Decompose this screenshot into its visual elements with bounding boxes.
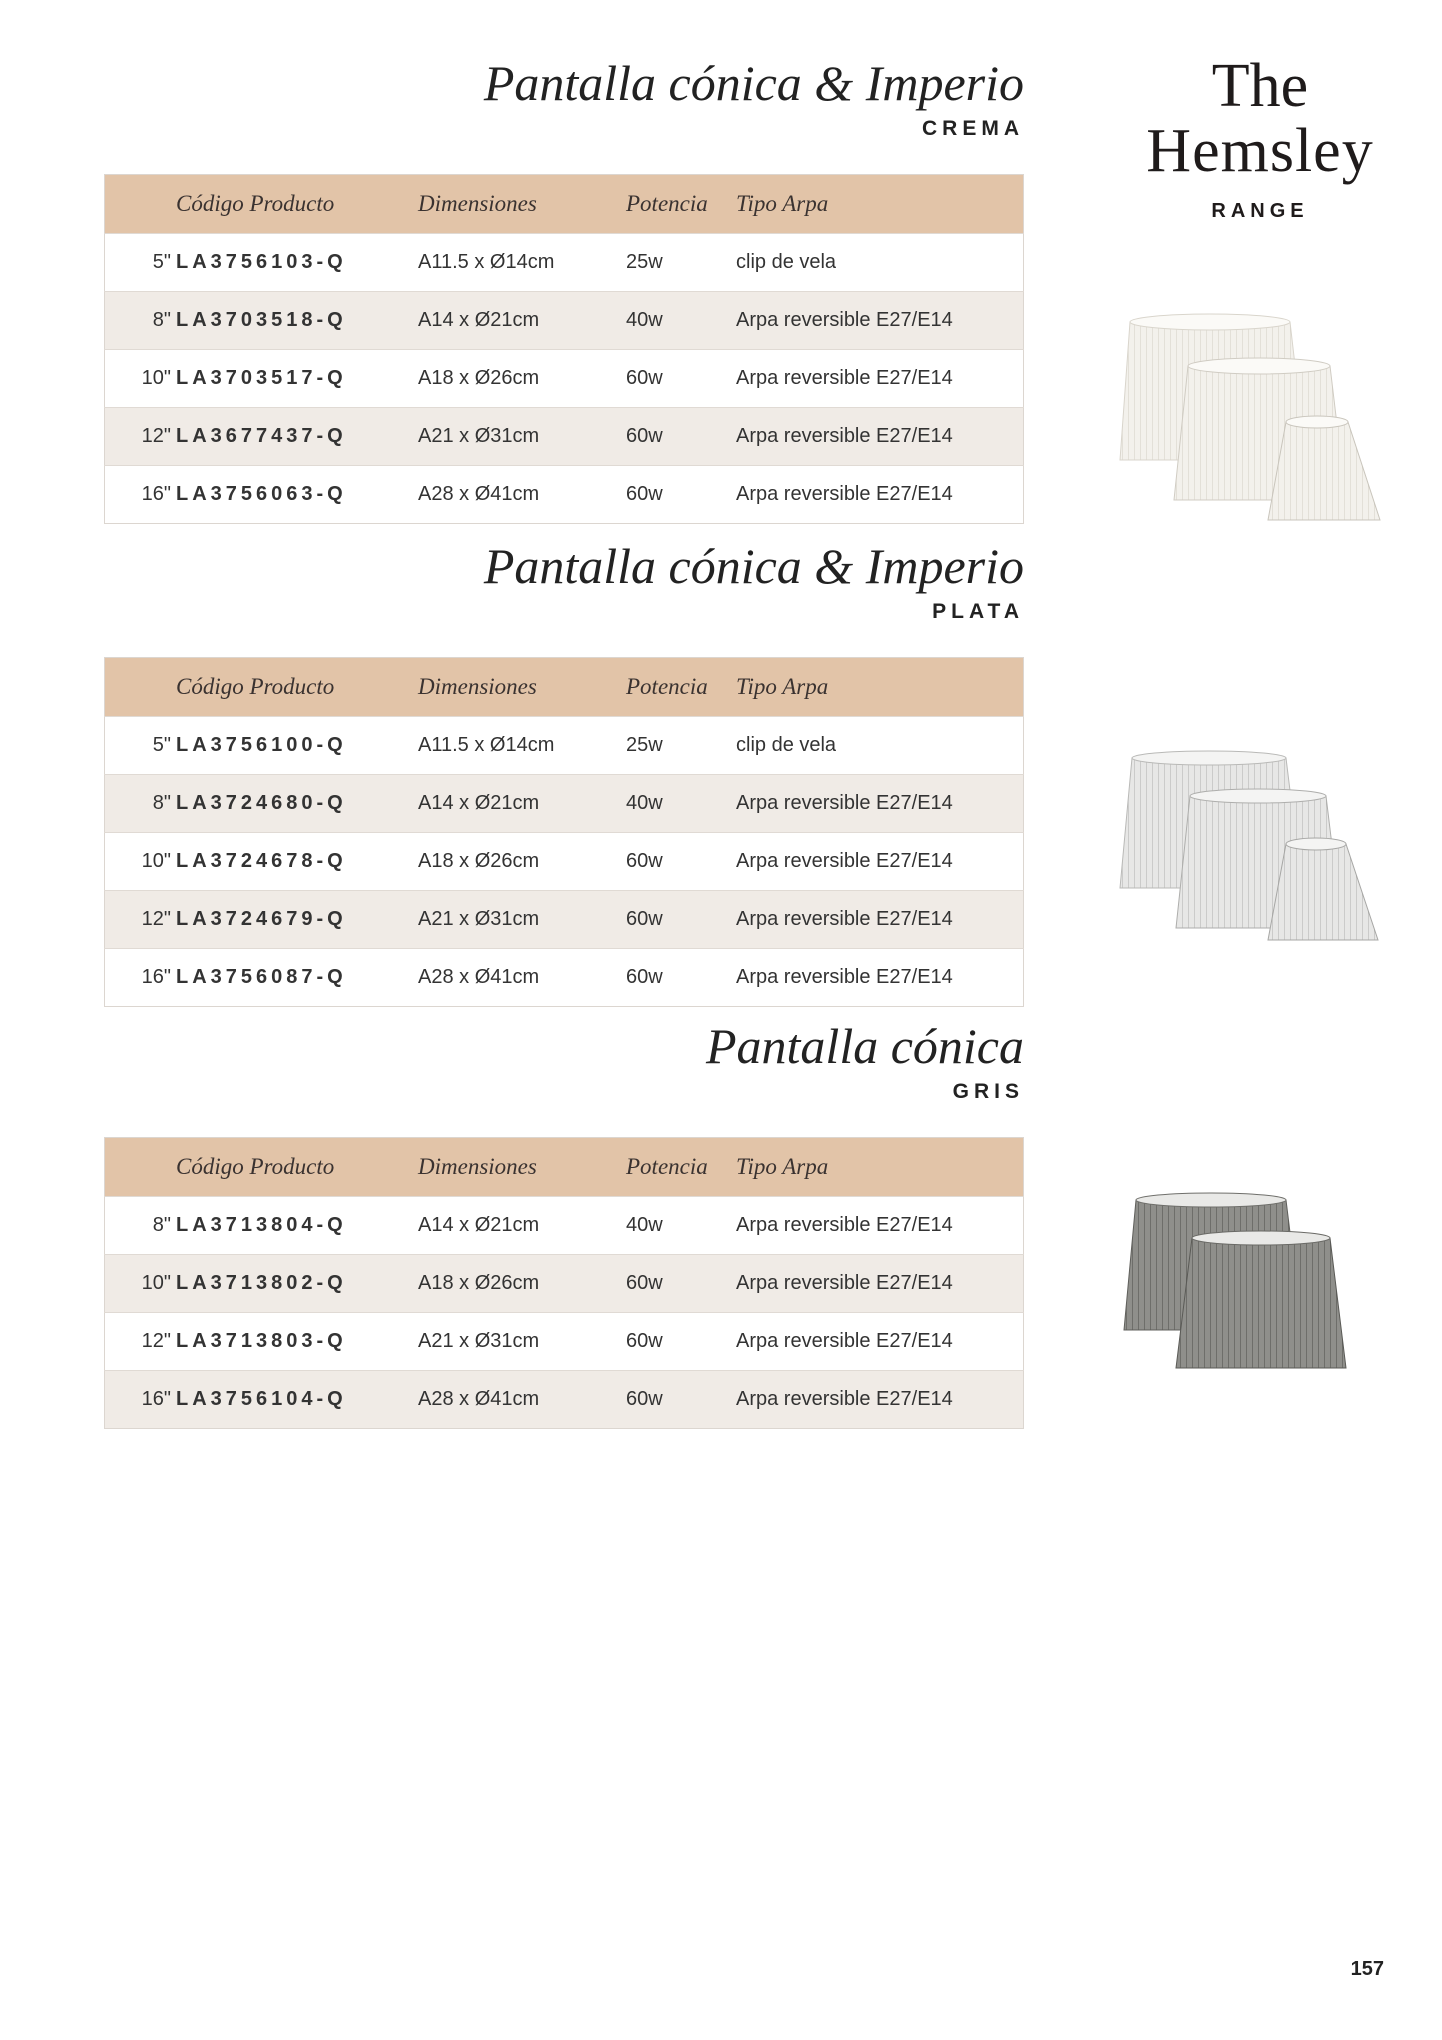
brand-range: RANGE [1211, 200, 1309, 222]
cell-type: Arpa reversible E27/E14 [735, 891, 1024, 949]
cell-size: 16" [105, 1371, 172, 1429]
cell-dimensions: A21 x Ø31cm [417, 891, 625, 949]
cell-power: 60w [625, 408, 735, 466]
header-code: Código Producto [171, 658, 417, 717]
cell-size: 5" [105, 717, 172, 775]
product-table [104, 174, 1024, 524]
cell-dimensions: A28 x Ø41cm [417, 949, 625, 1007]
product-table [104, 1137, 1024, 1429]
cell-code: LA3756100-Q [171, 717, 417, 775]
brand-logo [1110, 52, 1410, 223]
section-title: Pantalla cónica [706, 1018, 1024, 1074]
table-header-row [105, 658, 1024, 717]
cell-type: Arpa reversible E27/E14 [735, 466, 1024, 524]
cell-dimensions: A21 x Ø31cm [417, 1313, 625, 1371]
cell-power: 60w [625, 350, 735, 408]
header-code: Código Producto [171, 1138, 417, 1197]
cell-size: 16" [105, 466, 172, 524]
section-subtitle: GRIS [952, 1080, 1024, 1103]
cell-size: 12" [105, 1313, 172, 1371]
cell-dimensions: A11.5 x Ø14cm [417, 717, 625, 775]
section-gris [104, 1018, 1024, 1429]
brand-name: Hemsley [1146, 117, 1374, 185]
table-row [105, 350, 1024, 408]
cell-size: 10" [105, 1255, 172, 1313]
header-power: Potencia [625, 658, 735, 717]
header-dimensions: Dimensiones [417, 175, 625, 234]
cell-dimensions: A18 x Ø26cm [417, 1255, 625, 1313]
cell-dimensions: A14 x Ø21cm [417, 292, 625, 350]
brand-the: The [1211, 52, 1309, 120]
header-code: Código Producto [171, 175, 417, 234]
table-row [105, 717, 1024, 775]
table-header-row [105, 175, 1024, 234]
cell-code: LA3713802-Q [171, 1255, 417, 1313]
cell-size: 8" [105, 775, 172, 833]
cell-code: LA3756087-Q [171, 949, 417, 1007]
cell-dimensions: A18 x Ø26cm [417, 350, 625, 408]
cell-type: Arpa reversible E27/E14 [735, 833, 1024, 891]
cell-power: 40w [625, 292, 735, 350]
cell-size: 5" [105, 234, 172, 292]
cell-code: LA3724680-Q [171, 775, 417, 833]
table-row [105, 408, 1024, 466]
cell-size: 10" [105, 350, 172, 408]
cell-dimensions: A11.5 x Ø14cm [417, 234, 625, 292]
cell-code: LA3713804-Q [171, 1197, 417, 1255]
cell-power: 60w [625, 466, 735, 524]
cell-type: Arpa reversible E27/E14 [735, 1371, 1024, 1429]
cell-code: LA3756104-Q [171, 1371, 417, 1429]
silver-lampshade-set-icon [1110, 748, 1390, 948]
cell-dimensions: A21 x Ø31cm [417, 408, 625, 466]
header-power: Potencia [625, 1138, 735, 1197]
cell-type: Arpa reversible E27/E14 [735, 408, 1024, 466]
table-row [105, 234, 1024, 292]
cell-code: LA3703517-Q [171, 350, 417, 408]
table-row [105, 833, 1024, 891]
header-dimensions: Dimensiones [417, 1138, 625, 1197]
header-type: Tipo Arpa [735, 658, 1024, 717]
cell-size: 12" [105, 408, 172, 466]
header-type: Tipo Arpa [735, 175, 1024, 234]
table-row [105, 292, 1024, 350]
cell-type: Arpa reversible E27/E14 [735, 1313, 1024, 1371]
table-row [105, 1197, 1024, 1255]
cell-code: LA3713803-Q [171, 1313, 417, 1371]
cell-dimensions: A14 x Ø21cm [417, 1197, 625, 1255]
section-crema [104, 55, 1024, 524]
product-table [104, 657, 1024, 1007]
section-plata [104, 538, 1024, 1007]
table-row [105, 1371, 1024, 1429]
cell-power: 60w [625, 891, 735, 949]
cell-type: clip de vela [735, 234, 1024, 292]
cell-type: Arpa reversible E27/E14 [735, 949, 1024, 1007]
cell-power: 60w [625, 833, 735, 891]
cell-size: 8" [105, 1197, 172, 1255]
header-power: Potencia [625, 175, 735, 234]
page-number: 157 [1350, 1958, 1384, 1980]
header-dimensions: Dimensiones [417, 658, 625, 717]
cell-size: 8" [105, 292, 172, 350]
cell-code: LA3677437-Q [171, 408, 417, 466]
cell-type: Arpa reversible E27/E14 [735, 1255, 1024, 1313]
cell-power: 25w [625, 717, 735, 775]
cell-type: Arpa reversible E27/E14 [735, 292, 1024, 350]
cell-code: LA3724679-Q [171, 891, 417, 949]
cream-lampshade-set-icon [1110, 310, 1390, 530]
section-subtitle: CREMA [922, 117, 1024, 140]
cell-size: 10" [105, 833, 172, 891]
table-row [105, 949, 1024, 1007]
section-title: Pantalla cónica & Imperio [483, 55, 1024, 111]
cell-power: 60w [625, 1313, 735, 1371]
section-title: Pantalla cónica & Imperio [483, 538, 1024, 594]
cell-code: LA3756063-Q [171, 466, 417, 524]
cell-code: LA3724678-Q [171, 833, 417, 891]
table-header-row [105, 1138, 1024, 1197]
cell-power: 60w [625, 1255, 735, 1313]
cell-dimensions: A18 x Ø26cm [417, 833, 625, 891]
cell-type: Arpa reversible E27/E14 [735, 1197, 1024, 1255]
cell-code: LA3756103-Q [171, 234, 417, 292]
table-row [105, 1255, 1024, 1313]
cell-power: 60w [625, 949, 735, 1007]
cell-dimensions: A28 x Ø41cm [417, 1371, 625, 1429]
table-row [105, 466, 1024, 524]
grey-lampshade-set-icon [1120, 1190, 1370, 1380]
cell-power: 60w [625, 1371, 735, 1429]
cell-power: 40w [625, 775, 735, 833]
header-type: Tipo Arpa [735, 1138, 1024, 1197]
cell-type: Arpa reversible E27/E14 [735, 350, 1024, 408]
cell-type: Arpa reversible E27/E14 [735, 775, 1024, 833]
cell-size: 12" [105, 891, 172, 949]
table-row [105, 891, 1024, 949]
cell-type: clip de vela [735, 717, 1024, 775]
table-row [105, 775, 1024, 833]
table-row [105, 1313, 1024, 1371]
cell-power: 25w [625, 234, 735, 292]
cell-dimensions: A14 x Ø21cm [417, 775, 625, 833]
cell-power: 40w [625, 1197, 735, 1255]
cell-dimensions: A28 x Ø41cm [417, 466, 625, 524]
cell-size: 16" [105, 949, 172, 1007]
cell-code: LA3703518-Q [171, 292, 417, 350]
section-subtitle: PLATA [932, 600, 1024, 623]
